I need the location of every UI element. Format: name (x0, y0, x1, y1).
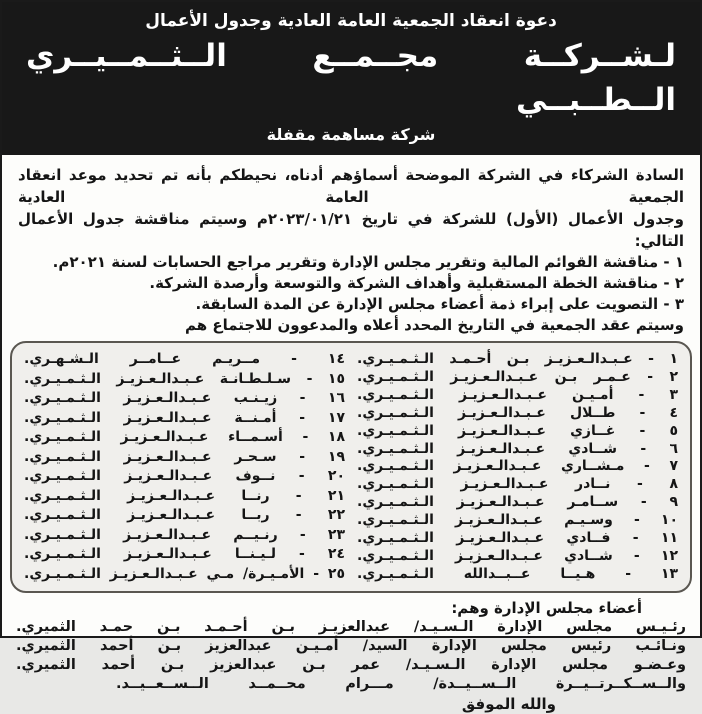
agenda-item: ٣ - التصويت على إبراء ذمة أعضاء مجلس الإدارة عن المدة السابقة. (195, 295, 684, 313)
intro-section (2, 155, 700, 336)
invitees-column-left (24, 351, 345, 583)
announcement-title: دعوة انعقاد الجمعية العامة العادية وجدول الأعمال (145, 11, 557, 31)
agenda-item: ١ - مناقشة القوائم المالية وتقرير مجلس الإدارة وتقرير مراجع الحسابات لسنة ٢٠٢١م. (52, 253, 684, 271)
agenda-item: ٢ - مناقشة الخطة المستقبلية وأهداف الشركة والتوسعة وأرصدة الشركة. (149, 274, 684, 292)
intro-line: وجدول الأعمال (الأول) للشركة في تاريخ ٢٠٢٣/٠١/٢١م وسيتم مناقشة جدول الأعمال التالي: (18, 210, 685, 250)
invitee-item: ١٧ - أمـنــة عـبـدالـعـزيـز الـثـمـيـري. (24, 409, 345, 426)
invitee-item: ٣ - أمـيـن عـبـدالـعـزيـز الـثـمـيـري. (357, 386, 678, 403)
invitees-box (10, 341, 692, 593)
invitee-item: ٩ - ســامـر عـبـدالـعـزيـز الـثـمـيـري. (357, 494, 678, 511)
board-heading: أعضاء مجلس الإدارة وهم: (451, 599, 642, 617)
company-type: شركة مساهمة مقفلة (266, 125, 436, 144)
invitee-item: ٢٢ - ربــا عـبـدالـعـزيـز الـثـمـيـري. (24, 507, 345, 524)
invitee-item: ١٩ - سـحـر عـبـدالـعـزيـز الـثـمـيـري. (24, 448, 345, 465)
invitee-item: ٦ - شــادي عـبـدالـعـزيـز الـثـمـيـري. (357, 440, 678, 457)
invitee-item: ١٥ - سـلـطـانـة عـبـدالـعـزيـز الـثـمـيـري. (24, 370, 345, 387)
company-name: لـشــركــة مجــمــع الــثــمــيــري الــطــبــي (26, 38, 676, 118)
invitee-item: ٥ - غــازي عـبـدالـعـزيـز الـثـمـيـري. (357, 422, 678, 439)
invitee-item: ١٦ - زيـنـب عـبـدالـعـزيـز الـثـمـيـري. (24, 390, 345, 407)
invitee-item: ١٢ - شــادي عـبـدالـعـزيـز الـثـمـيـري. (357, 547, 678, 564)
invitee-item: ٤ - طــلال عـبـدالـعـزيـز الـثـمـيـري. (357, 404, 678, 421)
invitee-item: ٢٠ - نــوف عـبـدالـعـزيـز الـثـمـيـري. (24, 468, 345, 485)
board-member-chairman: رئـيـس مجلس الإدارة الـسـيـد/ عبدالعزيـز بـن أحـمـد بـن حمـد الثميري. (16, 619, 686, 635)
invitee-item: ٢٤ - لـيـنــا عـبـدالـعـزيـز الـثـمـيـري. (24, 546, 345, 563)
invitee-item: ١٤ - مــريـم عــامــر الـشـهـري. (24, 351, 345, 367)
meeting-note: وسيتم عقد الجمعية في التاريخ المحدد أعلاه والمدعوون للاجتماع هم (184, 316, 684, 334)
closing-blessing: والله الموفق (461, 695, 556, 713)
invitee-item: ١١ - فــادي عـبـدالـعـزيـز الـثـمـيـري. (357, 530, 678, 547)
invitee-item: ٢١ - رنــا عـبـدالـعـزيـز الـثـمـيـري. (24, 487, 345, 504)
intro-line: السادة الشركاء في الشركة الموضحة أسماؤهم أدناه، نحيطكم بأنه تم تحديد موعد انعقاد الجمعية العامة العادية (18, 166, 684, 206)
invitee-item: ١٣ - هـيــا عــبــدالله الـثـمـيـري. (357, 565, 678, 582)
invitee-item: ٢ - عـمـر بـن عـبـدالـعـزيـز الـثـمـيـري. (357, 368, 678, 385)
board-member-vice-chairman: ونـائـب رئيس مجلس الإدارة السيد/ أمـيـن عبدالعزيز بـن أحمد الثميري. (16, 638, 686, 654)
invitee-item: ١٠ - وسـيـم عـبـدالـعـزيـز الـثـمـيـري. (357, 512, 678, 529)
invitee-item: ٢٥ - الأمـيـرة/ مـي عـبـدالـعـزيـز الـثـمـيـري. (24, 565, 345, 582)
board-section (2, 593, 700, 714)
invitees-column-right (357, 351, 678, 583)
masthead (2, 2, 700, 155)
board-secretary: والــســكــرتــيــرة الــســيــدة/ مـــرام محــمــد الــســعــيــد. (116, 676, 686, 692)
invitee-item: ١ - عـبـدالـعـزيـز بـن أحـمـد الـثـمـيـري. (357, 351, 678, 367)
board-member: وعـضـو مجلس الإدارة الـسـيـد/ عمر بـن عبدالعزيز بـن أحمد الثميري. (16, 657, 686, 673)
invitee-item: ١٨ - أسـمــاء عـبـدالـعـزيـز الـثـمـيـري. (24, 429, 345, 446)
invitee-item: ٢٣ - رنـيــم عـبـدالـعـزيـز الـثـمـيـري. (24, 526, 345, 543)
invitee-item: ٨ - نــادر عـبـدالـعـزيـز الـثـمـيـري. (357, 476, 678, 493)
invitee-item: ٧ - مـشــاري عـبـدالـعـزيـز الـثـمـيـري. (357, 458, 678, 475)
